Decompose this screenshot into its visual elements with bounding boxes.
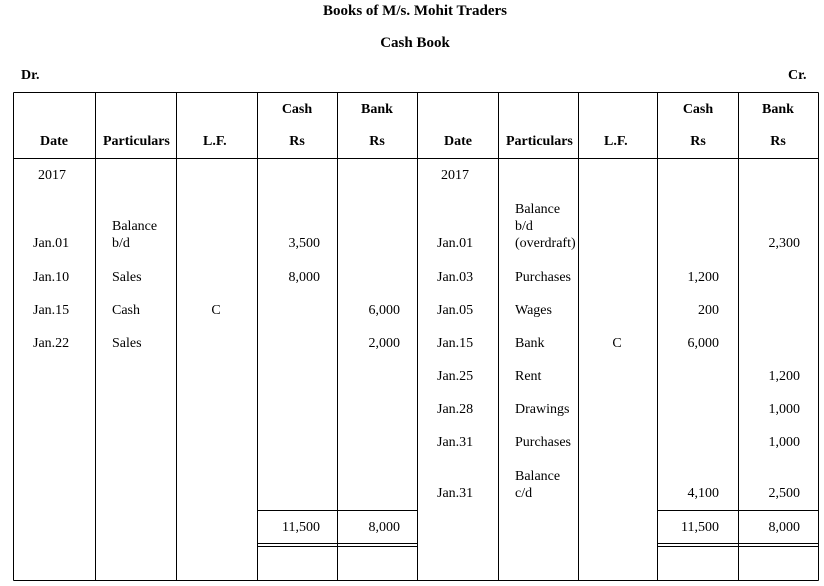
cr-row-lf: C — [612, 336, 622, 351]
cr-total-bank: 8,000 — [768, 520, 800, 535]
cr-year: 2017 — [441, 168, 469, 183]
dr-bank-unit: Rs — [369, 134, 385, 149]
cr-row-particulars: Drawings — [515, 402, 570, 417]
cr-row-bank: 1,000 — [768, 402, 800, 417]
cr-row-particulars: Balance c/d — [515, 469, 561, 501]
dr-row-date: Jan.01 — [33, 236, 70, 251]
dr-total-bank: 8,000 — [368, 520, 400, 535]
dr-row-lf: C — [211, 303, 221, 318]
dr-particulars-header: Particulars — [103, 134, 170, 149]
dr-row-date: Jan.22 — [33, 336, 70, 351]
dr-row-date: Jan.15 — [33, 303, 70, 318]
cr-cash-header: Cash — [682, 102, 714, 117]
dr-cash-unit: Rs — [289, 134, 305, 149]
cr-cash-unit: Rs — [690, 134, 706, 149]
credit-side-label: Cr. — [788, 68, 807, 83]
cr-bank-header: Bank — [762, 102, 794, 117]
dr-total-cash: 11,500 — [282, 520, 320, 535]
dr-row-bank: 2,000 — [368, 336, 400, 351]
cr-row-date: Jan.28 — [437, 402, 474, 417]
cr-row-date: Jan.25 — [437, 369, 474, 384]
cr-total-cash: 11,500 — [681, 520, 719, 535]
cr-row-particulars: Bank — [515, 336, 545, 351]
cr-row-cash: 6,000 — [687, 336, 719, 351]
dr-row-particulars: Balance b/d — [112, 219, 158, 251]
cr-particulars-header: Particulars — [506, 134, 573, 149]
dr-row-bank: 6,000 — [368, 303, 400, 318]
dr-date-header: Date — [40, 134, 68, 149]
dr-year: 2017 — [38, 168, 66, 183]
cr-row-date: Jan.03 — [437, 270, 474, 285]
cr-row-date: Jan.05 — [437, 303, 474, 318]
cr-row-date: Jan.31 — [437, 435, 474, 450]
cr-row-cash: 1,200 — [687, 270, 719, 285]
dr-row-date: Jan.10 — [33, 270, 70, 285]
dr-row-particulars: Sales — [112, 270, 142, 285]
cr-lf-header: L.F. — [604, 134, 628, 149]
cr-row-cash: 200 — [698, 303, 719, 318]
cr-row-date: Jan.01 — [437, 236, 474, 251]
cr-row-date: Jan.31 — [437, 486, 474, 501]
cr-row-particulars: Purchases — [515, 435, 571, 450]
book-subtitle: Cash Book — [380, 35, 450, 51]
cr-bank-unit: Rs — [770, 134, 786, 149]
debit-side-label: Dr. — [21, 68, 40, 83]
cr-row-cash: 4,100 — [687, 486, 719, 501]
cr-row-particulars: Purchases — [515, 270, 571, 285]
cr-row-particulars: Wages — [515, 303, 552, 318]
dr-lf-header: L.F. — [203, 134, 227, 149]
cr-row-bank: 2,500 — [768, 486, 800, 501]
book-title: Books of M/s. Mohit Traders — [322, 3, 508, 19]
cr-row-bank: 2,300 — [768, 236, 800, 251]
cr-row-particulars: Balance b/d (overdraft) — [515, 202, 576, 251]
dr-cash-header: Cash — [281, 102, 313, 117]
cr-row-bank: 1,200 — [768, 369, 800, 384]
dr-row-cash: 3,500 — [288, 236, 320, 251]
dr-row-cash: 8,000 — [288, 270, 320, 285]
cr-date-header: Date — [444, 134, 472, 149]
dr-row-particulars: Cash — [112, 303, 140, 318]
cr-row-particulars: Rent — [515, 369, 542, 384]
cr-row-bank: 1,000 — [768, 435, 800, 450]
cr-row-date: Jan.15 — [437, 336, 474, 351]
dr-bank-header: Bank — [361, 102, 393, 117]
dr-row-particulars: Sales — [112, 336, 142, 351]
